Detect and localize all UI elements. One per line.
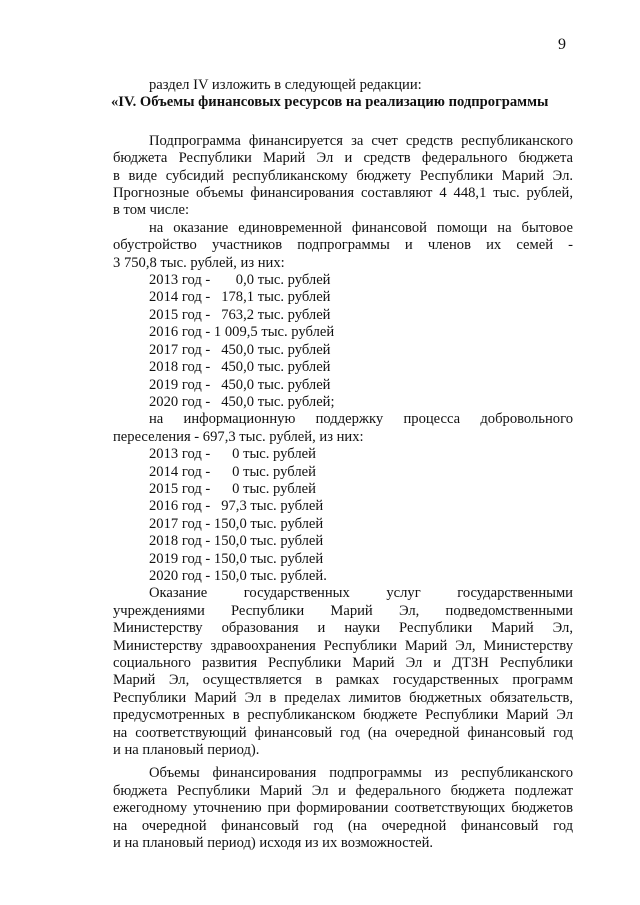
year-row: 2014 год - 178,1 тыс. рублей bbox=[149, 289, 331, 306]
year-row: 2016 год - 97,3 тыс. рублей bbox=[149, 498, 324, 515]
text-line: ежегодному уточнению при формировании соответствующих бюджетов bbox=[113, 800, 573, 817]
year-row: 2013 год - 0,0 тыс. рублей bbox=[149, 272, 331, 289]
text-line: и на плановый период) исходя из их возможностей. bbox=[113, 835, 434, 852]
year-row: 2019 год - 150,0 тыс. рублей bbox=[149, 550, 324, 567]
item-financial-help bbox=[113, 220, 573, 272]
text-line: учреждениями Республики Марий Эл, подведомственными bbox=[113, 602, 573, 619]
paragraph-clarification bbox=[113, 765, 573, 852]
text-line: обустройство участников подпрограммы и членов их семей - bbox=[113, 237, 573, 254]
year-row: 2016 год - 1 009,5 тыс. рублей bbox=[149, 324, 335, 341]
year-row: 2015 год - 0 тыс. рублей bbox=[149, 480, 316, 497]
text-line: переселения - 697,3 тыс. рублей, из них: bbox=[113, 428, 364, 445]
text-line: Объемы финансирования подпрограммы из республиканского bbox=[149, 765, 573, 782]
text-line: в виде субсидий республиканскому бюджету Республики Марий Эл. bbox=[113, 167, 573, 184]
text-line: на очередной финансовый год (на очередной финансовый год bbox=[113, 817, 573, 834]
text-line: бюджета Республики Марий Эл и федерального бюджета подлежат bbox=[113, 782, 573, 799]
years-list-info bbox=[113, 446, 573, 585]
text-line: на оказание единовременной финансовой помощи на бытовое bbox=[149, 219, 573, 236]
document-body bbox=[113, 77, 573, 852]
paragraph-financing bbox=[113, 133, 573, 220]
year-row: 2014 год - 0 тыс. рублей bbox=[149, 463, 316, 480]
item-info-support bbox=[113, 411, 573, 446]
years-list-help bbox=[113, 272, 573, 411]
text-line: предусмотренных в республиканском бюджете Республики Марий Эл bbox=[113, 707, 573, 724]
page-number: 9 bbox=[558, 36, 566, 53]
year-row: 2013 год - 0 тыс. рублей bbox=[149, 446, 316, 463]
text-line: 3 750,8 тыс. рублей, из них: bbox=[113, 254, 285, 271]
text-line: Республики Марий Эл в пределах лимитов бюджетных обязательств, bbox=[113, 689, 573, 706]
intro-line: раздел IV изложить в следующей редакции: bbox=[149, 77, 422, 93]
year-row: 2018 год - 150,0 тыс. рублей bbox=[149, 533, 324, 550]
text-line: на информационную поддержку процесса добровольного bbox=[149, 411, 573, 428]
year-row: 2015 год - 763,2 тыс. рублей bbox=[149, 306, 331, 323]
section-heading: «IV. Объемы финансовых ресурсов на реализацию подпрограммы bbox=[111, 94, 549, 111]
paragraph-services bbox=[113, 585, 573, 759]
year-row: 2020 год - 450,0 тыс. рублей; bbox=[149, 393, 335, 410]
text-line: бюджета Республики Марий Эл и средств федерального бюджета bbox=[113, 150, 573, 167]
text-line: и на плановый период). bbox=[113, 742, 260, 759]
text-line: Подпрограмма финансируется за счет средств республиканского bbox=[149, 132, 573, 149]
year-row: 2018 год - 450,0 тыс. рублей bbox=[149, 359, 331, 376]
text-line: Министерству здравоохранения Республики Марий Эл, Министерству bbox=[113, 637, 573, 654]
year-row: 2017 год - 450,0 тыс. рублей bbox=[149, 341, 331, 358]
year-row: 2020 год - 150,0 тыс. рублей. bbox=[149, 567, 327, 584]
year-row: 2017 год - 150,0 тыс. рублей bbox=[149, 515, 324, 532]
text-line: на соответствующий финансовый год (на очередной финансовый год bbox=[113, 724, 573, 741]
text-line: в том числе: bbox=[113, 202, 190, 219]
text-line: Марий Эл, осуществляется в рамках государственных программ bbox=[113, 672, 573, 689]
text-line: Прогнозные объемы финансирования составляют 4 448,1 тыс. рублей, bbox=[113, 185, 573, 202]
text-line: социального развития Республики Марий Эл и ДТЗН Республики bbox=[113, 655, 573, 671]
text-line: Оказание государственных услуг государственными bbox=[149, 585, 573, 602]
year-row: 2019 год - 450,0 тыс. рублей bbox=[149, 376, 331, 393]
text-line: Министерству образования и науки Республики Марий Эл, bbox=[113, 620, 573, 637]
